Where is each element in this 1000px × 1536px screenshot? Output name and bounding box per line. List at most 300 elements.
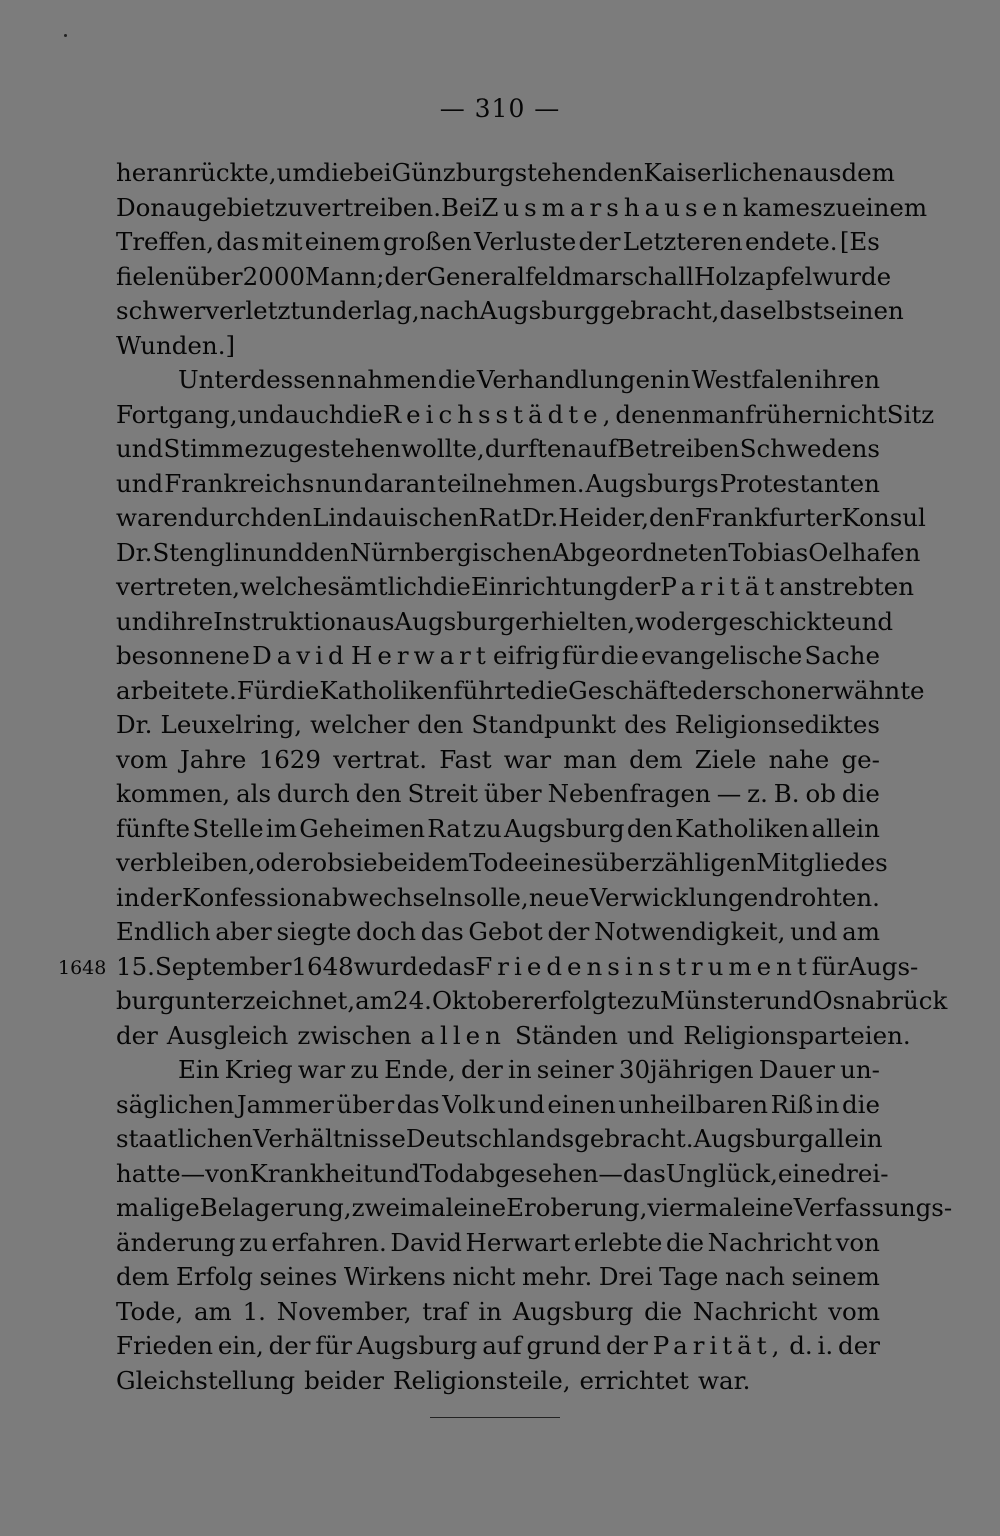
- word: Konfession: [181, 882, 318, 912]
- word: abgesehen: [464, 1158, 599, 1188]
- word: Endlich: [116, 917, 211, 946]
- word: das: [622, 1158, 666, 1188]
- word: in: [116, 882, 140, 912]
- word: das: [216, 227, 260, 256]
- word: im: [265, 813, 297, 843]
- word: Eroberung,: [506, 1193, 648, 1222]
- word: gebracht,: [600, 296, 720, 325]
- text-line: [116, 503, 926, 538]
- word: seinen: [822, 296, 904, 325]
- word: wurde: [353, 951, 433, 981]
- word: Verfassungs-: [793, 1193, 953, 1222]
- word: auf: [482, 1331, 522, 1360]
- word: —: [716, 779, 742, 808]
- text-line: [116, 1366, 880, 1401]
- word: Unterdessen: [178, 365, 337, 394]
- word: zu: [631, 986, 660, 1015]
- word: David: [252, 641, 349, 670]
- word: Verwicklungen: [589, 882, 774, 912]
- word: nicht: [823, 399, 887, 429]
- word: eine: [453, 1193, 507, 1222]
- word: Katholiken: [675, 813, 810, 843]
- word: Protestanten: [719, 468, 880, 498]
- word: Tode: [469, 848, 529, 877]
- word: evangelische: [641, 641, 803, 670]
- word: malige: [116, 1193, 200, 1222]
- word: Zusmarshausen: [481, 192, 743, 222]
- word: überzähligen: [593, 848, 757, 877]
- word: ob: [805, 779, 836, 808]
- word: drohten.: [774, 882, 880, 912]
- word: Für: [236, 675, 282, 705]
- word: staatlichen: [116, 1124, 253, 1153]
- end-rule: [430, 1417, 560, 1418]
- word: Augsburgs: [585, 468, 719, 498]
- word: Ende,: [384, 1055, 456, 1084]
- text-line: [116, 779, 880, 814]
- word: Standpunkt: [471, 710, 616, 739]
- word: 30jährigen: [618, 1055, 754, 1084]
- word: Stenglin: [152, 537, 257, 567]
- word: mehr.: [521, 1262, 593, 1291]
- word: grund: [526, 1331, 602, 1360]
- text-line: [116, 1228, 880, 1263]
- word: Sitz: [886, 399, 935, 429]
- word: und: [845, 606, 894, 636]
- word: säglichen: [116, 1089, 235, 1119]
- text-line: [116, 1331, 880, 1366]
- word: —: [180, 1158, 206, 1188]
- word: erhielten,: [515, 606, 636, 636]
- text-line: [116, 606, 894, 642]
- word: Osnabrück: [812, 986, 948, 1015]
- word: war: [503, 744, 552, 774]
- word: 1629: [258, 744, 321, 774]
- word: den: [266, 503, 313, 532]
- word: das: [432, 951, 476, 981]
- word: auf: [577, 434, 617, 463]
- word: Stimme: [163, 434, 259, 463]
- word: endete.: [744, 227, 838, 256]
- word: Günzburg: [391, 158, 515, 187]
- word: aus: [351, 606, 395, 636]
- word: gebracht.: [574, 1124, 694, 1153]
- word: nicht: [452, 1262, 516, 1291]
- word: stehenden: [514, 158, 644, 187]
- word: seiner: [536, 1055, 614, 1084]
- word: zweimal: [351, 1193, 454, 1222]
- word: i.: [817, 1331, 834, 1360]
- text-line: [116, 951, 919, 987]
- word: in: [666, 365, 691, 394]
- text-line: [116, 572, 915, 607]
- word: die: [530, 675, 569, 705]
- word: schon: [734, 675, 807, 705]
- word: und: [372, 1158, 420, 1188]
- text-line: [116, 537, 921, 573]
- word: die: [315, 158, 354, 187]
- word: die: [841, 779, 880, 808]
- word: früher: [745, 399, 824, 429]
- word: der: [384, 261, 427, 291]
- word: Unglück,: [665, 1158, 778, 1188]
- word: z.: [747, 779, 768, 808]
- word: 24.: [392, 986, 432, 1015]
- word: September: [154, 951, 292, 981]
- word: um: [276, 158, 316, 187]
- word: Instruktion: [213, 606, 352, 636]
- text-line: [116, 986, 948, 1021]
- word: als: [236, 779, 272, 808]
- word: den: [417, 710, 464, 739]
- word: schwer: [116, 296, 206, 325]
- word: eine: [777, 1158, 831, 1188]
- word: Kaiserlichen: [643, 158, 799, 187]
- word: erlebte: [573, 1227, 663, 1257]
- word: [Es: [839, 227, 880, 256]
- word: der: [139, 882, 182, 912]
- word: am: [193, 1296, 232, 1326]
- word: man: [563, 744, 617, 774]
- word: Wunden.]: [116, 330, 236, 360]
- word: Augsburg: [394, 606, 516, 636]
- word: seinem: [791, 1262, 880, 1291]
- word: Ein: [178, 1055, 220, 1084]
- word: Herwart: [351, 641, 491, 670]
- word: Verhandlungen: [476, 365, 666, 394]
- word: waren: [116, 503, 194, 532]
- word: Augsburg: [693, 1124, 815, 1153]
- word: für: [561, 641, 599, 670]
- word: zu: [239, 1227, 268, 1257]
- word: eines: [528, 848, 594, 877]
- text-line: [116, 365, 880, 400]
- word: Volk: [442, 1089, 496, 1119]
- word: einem: [851, 192, 928, 222]
- word: drei-: [830, 1158, 889, 1188]
- text-line: [116, 1297, 880, 1332]
- word: den: [649, 503, 695, 532]
- body-text: [116, 158, 953, 1400]
- word: Tode,: [116, 1296, 184, 1326]
- word: ihre: [163, 606, 214, 636]
- word: und: [626, 1020, 675, 1050]
- text-line: [116, 1020, 911, 1056]
- word: nahe: [768, 744, 830, 774]
- word: der: [606, 1331, 648, 1360]
- word: sie: [342, 848, 378, 877]
- word: aber: [215, 917, 272, 946]
- text-line: [116, 1090, 880, 1125]
- text-line: [116, 1193, 953, 1228]
- word: in: [815, 1089, 840, 1119]
- word: welcher: [310, 710, 410, 739]
- word: allein: [811, 813, 880, 843]
- word: Ausgleich: [166, 1020, 289, 1050]
- word: Abgeordneten: [552, 537, 729, 567]
- word: der: [547, 917, 590, 946]
- word: Notwendigkeit,: [594, 917, 786, 946]
- word: der: [618, 572, 661, 601]
- word: und: [116, 468, 164, 498]
- word: kommen,: [116, 779, 231, 808]
- word: der: [692, 675, 735, 705]
- text-line: [116, 227, 880, 262]
- word: Fast: [439, 744, 492, 774]
- word: zugestehen: [259, 434, 401, 463]
- text-line: [116, 641, 880, 676]
- word: Leuxelring,: [160, 710, 303, 739]
- word: doch: [356, 917, 417, 946]
- text-line: [116, 675, 925, 711]
- word: Nachricht: [692, 1296, 818, 1326]
- word: einen: [547, 1089, 616, 1119]
- word: vom: [116, 744, 168, 774]
- word: Jahre: [180, 744, 247, 774]
- word: durch: [193, 503, 267, 532]
- text-line: [116, 399, 935, 435]
- word: Einrichtung: [470, 572, 619, 601]
- text-line: [116, 745, 880, 780]
- word: sämtlich: [327, 572, 433, 601]
- word: Gleichstellung: [116, 1365, 296, 1395]
- word: und: [116, 606, 164, 636]
- word: eifrig: [493, 641, 560, 670]
- word: und: [300, 296, 348, 325]
- word: 2000: [242, 261, 306, 291]
- word: am: [842, 917, 880, 946]
- word: Nürnbergischen: [349, 537, 553, 567]
- word: nach: [724, 1262, 785, 1291]
- text-line: [116, 1055, 880, 1090]
- word: Nachricht: [707, 1227, 833, 1257]
- word: den: [303, 537, 350, 567]
- word: durch: [277, 779, 350, 808]
- word: die: [644, 1296, 683, 1326]
- word: der: [578, 227, 621, 256]
- word: Holzapfel: [693, 261, 813, 291]
- word: allein: [814, 1124, 883, 1153]
- word: nach: [419, 296, 480, 325]
- word: durften: [484, 434, 578, 463]
- word: Gebot: [468, 917, 543, 946]
- word: daran: [363, 468, 437, 498]
- word: Friedensinstrument: [475, 951, 812, 981]
- word: Sache: [804, 641, 880, 670]
- word: November,: [276, 1296, 412, 1326]
- word: Mann;: [305, 261, 385, 291]
- word: Generalfeldmarschall: [426, 261, 694, 291]
- word: anstrebten: [779, 572, 915, 601]
- word: Westfalen: [691, 365, 814, 394]
- text-line: [116, 1158, 889, 1194]
- word: Reichsstädte,: [382, 399, 616, 429]
- text-line: [116, 917, 880, 952]
- word: Religionsteile,: [393, 1365, 571, 1395]
- word: in: [478, 1296, 502, 1326]
- text-line: [116, 848, 888, 883]
- text-line: [116, 710, 880, 745]
- word: Religionsparteien.: [683, 1020, 911, 1050]
- word: Katholiken: [319, 675, 454, 705]
- word: einem: [304, 227, 381, 256]
- word: Donaugebiet: [116, 192, 275, 222]
- word: welche: [240, 572, 328, 601]
- word: eine: [740, 1193, 794, 1222]
- word: Tod: [419, 1158, 465, 1188]
- word: vom: [828, 1296, 880, 1326]
- word: Rat: [427, 813, 471, 843]
- word: erfolgte: [533, 986, 632, 1015]
- text-line: [116, 1124, 883, 1159]
- word: am: [355, 986, 393, 1015]
- word: der: [838, 1331, 880, 1360]
- word: Tobias: [728, 537, 809, 567]
- word: Verhältnisse: [252, 1124, 406, 1153]
- word: Treffen,: [116, 227, 215, 256]
- word: großen: [382, 227, 472, 256]
- word: errichtet: [579, 1365, 689, 1395]
- word: Rat: [478, 503, 522, 532]
- word: zu: [350, 1055, 379, 1084]
- word: ge-: [841, 744, 880, 774]
- word: Dauer: [758, 1055, 835, 1084]
- word: das: [420, 917, 464, 946]
- word: Schwedens: [739, 434, 880, 463]
- word: auch: [284, 399, 345, 429]
- word: —: [598, 1158, 623, 1188]
- word: über: [483, 779, 542, 808]
- word: arbeitete.: [116, 675, 237, 705]
- word: die: [281, 675, 320, 705]
- word: oder: [255, 848, 313, 877]
- word: Dr.: [116, 537, 153, 567]
- word: unheilbaren: [618, 1089, 769, 1119]
- text-line: [116, 192, 928, 228]
- word: Verluste: [474, 227, 577, 256]
- word: denen: [615, 399, 692, 429]
- word: Parität,: [652, 1331, 785, 1360]
- word: Parität: [660, 572, 780, 601]
- word: den: [626, 813, 673, 843]
- word: abwechseln: [317, 882, 464, 912]
- word: über: [184, 261, 243, 291]
- word: erfahren.: [271, 1227, 387, 1257]
- word: Geheimen: [299, 813, 425, 843]
- word: Krieg: [224, 1055, 293, 1084]
- word: es: [795, 192, 823, 222]
- word: hatte: [116, 1158, 181, 1188]
- word: kam: [742, 192, 796, 222]
- word: verletzt: [205, 296, 301, 325]
- word: und: [116, 434, 164, 463]
- word: und: [256, 537, 304, 567]
- word: Konsul: [841, 503, 926, 532]
- word: Augsburg: [356, 1331, 478, 1360]
- word: vertreiben.: [303, 192, 441, 222]
- word: Augsburg: [512, 1296, 634, 1326]
- word: nahmen: [337, 365, 437, 394]
- word: und: [237, 399, 285, 429]
- word: war: [297, 1055, 346, 1084]
- word: ihren: [814, 365, 880, 394]
- word: wollte,: [401, 434, 485, 463]
- word: heranrückte,: [116, 158, 277, 187]
- word: Frankfurter: [694, 503, 842, 532]
- word: und: [790, 917, 838, 946]
- word: daselbst: [719, 296, 823, 325]
- word: von: [835, 1227, 880, 1257]
- word: 1.: [242, 1296, 266, 1326]
- text-line: [116, 158, 895, 193]
- word: Nebenfragen: [547, 779, 711, 808]
- word: Mitgliedes: [756, 848, 888, 877]
- word: Augsburg: [479, 296, 601, 325]
- word: Tage: [659, 1262, 719, 1291]
- word: dem: [116, 1262, 170, 1291]
- word: Heider,: [558, 503, 649, 532]
- word: Jammer: [236, 1089, 334, 1119]
- word: Streit: [407, 779, 479, 808]
- text-line: [116, 469, 880, 504]
- word: Riß: [770, 1089, 814, 1119]
- word: erlag,: [347, 296, 420, 325]
- word: Deutschlands: [405, 1124, 575, 1153]
- word: unterzeichnet,: [174, 986, 356, 1015]
- word: des: [624, 710, 667, 739]
- word: die: [841, 1089, 880, 1119]
- word: Wirkens: [343, 1262, 446, 1291]
- word: die: [600, 641, 639, 670]
- word: allen: [420, 1020, 506, 1050]
- word: nun: [315, 468, 363, 498]
- word: und: [765, 986, 813, 1015]
- word: Augsburg: [503, 813, 625, 843]
- word: bei: [353, 158, 392, 187]
- word: Augs-: [848, 951, 919, 981]
- word: un-: [840, 1055, 880, 1084]
- word: vertreten,: [116, 572, 241, 601]
- word: Ziele: [694, 744, 757, 774]
- page-number: — 310 —: [439, 94, 561, 123]
- text-line: [116, 434, 880, 469]
- word: man: [691, 399, 746, 429]
- word: Frieden: [116, 1331, 214, 1360]
- text-line: [116, 296, 904, 331]
- word: Frankreichs: [164, 468, 315, 498]
- word: Dr.: [116, 710, 153, 739]
- word: wo: [635, 606, 671, 636]
- word: dem: [415, 848, 470, 877]
- word: vertrat.: [333, 744, 428, 774]
- word: neue: [528, 882, 590, 912]
- word: der: [460, 1055, 503, 1084]
- word: änderung: [116, 1227, 236, 1257]
- word: beider: [304, 1365, 384, 1395]
- word: fünfte: [116, 813, 191, 843]
- word: Münster: [659, 986, 766, 1015]
- word: d.: [789, 1331, 813, 1360]
- word: führte: [453, 675, 531, 705]
- margin-note-year: 1648: [58, 957, 107, 979]
- word: dem: [841, 158, 895, 187]
- word: aus: [798, 158, 842, 187]
- word: besonnene: [116, 641, 250, 670]
- word: B.: [773, 779, 800, 808]
- word: seines: [259, 1262, 338, 1291]
- word: siegte: [276, 917, 352, 946]
- word: 1648: [291, 951, 354, 981]
